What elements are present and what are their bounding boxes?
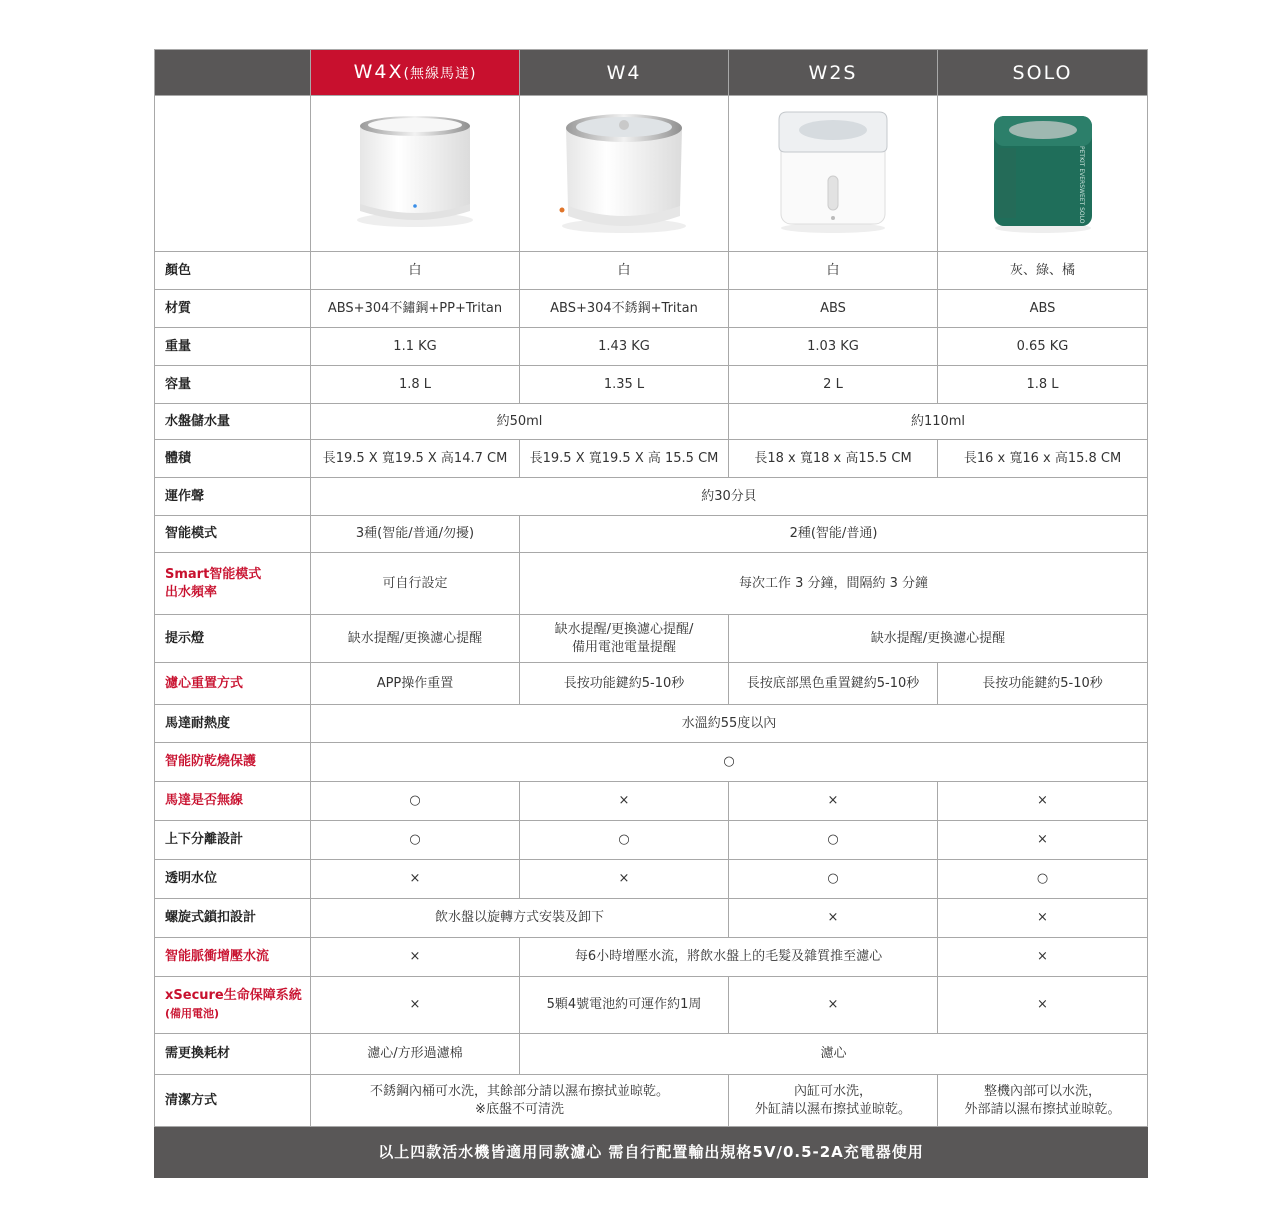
cell-w4: 1.43 KG bbox=[520, 328, 729, 366]
cell-w4: 長按功能鍵約5-10秒 bbox=[520, 663, 729, 705]
cell-w4x: 濾心/方形過濾棉 bbox=[311, 1034, 520, 1075]
cell-w2s: 長18 x 寬18 x 高15.5 CM bbox=[729, 440, 938, 478]
line1: 內缸可水洗， bbox=[793, 1083, 872, 1099]
row-label: 透明水位 bbox=[155, 860, 311, 899]
row-pulse bbox=[155, 938, 1148, 977]
cell-w4-w2s: 每6小時增壓水流，將飲水盤上的毛髮及雜質推至濾心 bbox=[520, 938, 938, 977]
cell-solo: × bbox=[938, 821, 1148, 860]
cell-w4: ABS+304不銹鋼+Tritan bbox=[520, 290, 729, 328]
line2: ※底盤不可清洗 bbox=[475, 1101, 564, 1117]
row-weight bbox=[155, 328, 1148, 366]
cell-w2s: × bbox=[729, 899, 938, 938]
row-label: 清潔方式 bbox=[155, 1075, 311, 1127]
cell-w4x: APP操作重置 bbox=[311, 663, 520, 705]
row-label: 智能防乾燒保護 bbox=[155, 743, 311, 782]
row-label: 水盤儲水量 bbox=[155, 404, 311, 440]
cell-w4x-w4 bbox=[311, 1075, 729, 1127]
cell-w4x-w4: 飲水盤以旋轉方式安裝及卸下 bbox=[311, 899, 729, 938]
row-secure bbox=[155, 977, 1148, 1034]
cell-w2s: ○ bbox=[729, 860, 938, 899]
cell-w4x: 缺水提醒/更換濾心提醒 bbox=[311, 615, 520, 663]
cell-rest: 每次工作 3 分鐘，間隔約 3 分鐘 bbox=[520, 553, 1148, 615]
row-capacity bbox=[155, 366, 1148, 404]
comparison-table bbox=[154, 49, 1148, 1178]
row-label: 上下分離設計 bbox=[155, 821, 311, 860]
row-label bbox=[155, 977, 311, 1034]
header-w2s: W2S bbox=[729, 50, 938, 96]
cell-w4: × bbox=[520, 860, 729, 899]
cell-w4x: ABS+304不鏽鋼+PP+Tritan bbox=[311, 290, 520, 328]
row-material bbox=[155, 290, 1148, 328]
row-color bbox=[155, 252, 1148, 290]
row-split bbox=[155, 821, 1148, 860]
cell-w2s: 白 bbox=[729, 252, 938, 290]
cell-w4x-w4: 約50ml bbox=[311, 404, 729, 440]
cell-solo: ○ bbox=[938, 860, 1148, 899]
row-label: 體積 bbox=[155, 440, 311, 478]
cell-w4x: × bbox=[311, 860, 520, 899]
cell-w4: × bbox=[520, 782, 729, 821]
row-label: 重量 bbox=[155, 328, 311, 366]
cell-all: 約30分貝 bbox=[311, 478, 1148, 516]
cell-w4: 長19.5 X 寬19.5 X 高 15.5 CM bbox=[520, 440, 729, 478]
cell-solo bbox=[938, 1075, 1148, 1127]
cell-w4: ○ bbox=[520, 821, 729, 860]
cell-w2s: ABS bbox=[729, 290, 938, 328]
image-corner bbox=[155, 96, 311, 252]
cell-solo: × bbox=[938, 782, 1148, 821]
cell-solo: × bbox=[938, 977, 1148, 1034]
cell-rest: 濾心 bbox=[520, 1034, 1148, 1075]
cell-w4x: × bbox=[311, 938, 520, 977]
cell-w2s: 1.03 KG bbox=[729, 328, 938, 366]
cell-w2s: 長按底部黑色重置鍵約5-10秒 bbox=[729, 663, 938, 705]
row-screw bbox=[155, 899, 1148, 938]
row-label: 濾心重置方式 bbox=[155, 663, 311, 705]
footer-row bbox=[155, 1127, 1148, 1178]
solo-image-cell bbox=[938, 96, 1148, 252]
footer-note: 以上四款活水機皆適用同款濾心 需自行配置輸出規格5V/0.5-2A充電器使用 bbox=[155, 1127, 1148, 1178]
cell-solo: × bbox=[938, 938, 1148, 977]
line1: 缺水提醒/更換濾心提醒/ bbox=[554, 621, 694, 637]
header-w4: W4 bbox=[520, 50, 729, 96]
cell-w4x: 1.8 L bbox=[311, 366, 520, 404]
cell-all: 水溫約55度以內 bbox=[311, 705, 1148, 743]
cell-w4x: × bbox=[311, 977, 520, 1034]
cell-solo: 長按功能鍵約5-10秒 bbox=[938, 663, 1148, 705]
cell-solo: ABS bbox=[938, 290, 1148, 328]
cell-solo: 灰、綠、橘 bbox=[938, 252, 1148, 290]
row-reset bbox=[155, 663, 1148, 705]
row-label: 智能模式 bbox=[155, 516, 311, 553]
row-label: 螺旋式鎖扣設計 bbox=[155, 899, 311, 938]
header-corner bbox=[155, 50, 311, 96]
row-label: 容量 bbox=[155, 366, 311, 404]
solo-product-image bbox=[988, 106, 1098, 236]
row-label: 需更換耗材 bbox=[155, 1034, 311, 1075]
cell-w4x: 白 bbox=[311, 252, 520, 290]
cell-w4x: ○ bbox=[311, 821, 520, 860]
cell-w4: 白 bbox=[520, 252, 729, 290]
cell-rest: 2種(智能/普通) bbox=[520, 516, 1148, 553]
line2: 備用電池電量提醒 bbox=[571, 639, 676, 655]
cell-w2s bbox=[729, 1075, 938, 1127]
row-label: 馬達是否無線 bbox=[155, 782, 311, 821]
row-label: 材質 bbox=[155, 290, 311, 328]
cell-w2s: ○ bbox=[729, 821, 938, 860]
row-label: 顏色 bbox=[155, 252, 311, 290]
cell-w4 bbox=[520, 615, 729, 663]
w4-product-image bbox=[554, 106, 694, 236]
row-light bbox=[155, 615, 1148, 663]
row-consumable bbox=[155, 1034, 1148, 1075]
row-label: 智能脈衝增壓水流 bbox=[155, 938, 311, 977]
w2s-product-image bbox=[773, 106, 893, 236]
row-tray bbox=[155, 404, 1148, 440]
header-w4x: W4X(無線馬達) bbox=[311, 50, 520, 96]
header-row bbox=[155, 50, 1148, 96]
row-heat bbox=[155, 705, 1148, 743]
w2s-image-cell bbox=[729, 96, 938, 252]
cell-w2s: × bbox=[729, 782, 938, 821]
row-wireless bbox=[155, 782, 1148, 821]
cell-w4x: 1.1 KG bbox=[311, 328, 520, 366]
line2: 外部請以濕布擦拭並晾乾。 bbox=[964, 1101, 1121, 1117]
cell-w2s: × bbox=[729, 977, 938, 1034]
cell-w2s-solo: 約110ml bbox=[729, 404, 1148, 440]
cell-w4x: 長19.5 X 寬19.5 X 高14.7 CM bbox=[311, 440, 520, 478]
cell-w4x: 3種(智能/普通/勿擾) bbox=[311, 516, 520, 553]
cell-rest: 缺水提醒/更換濾心提醒 bbox=[729, 615, 1148, 663]
cell-w2s: 2 L bbox=[729, 366, 938, 404]
row-label: 馬達耐熱度 bbox=[155, 705, 311, 743]
cell-all: ○ bbox=[311, 743, 1148, 782]
w4x-product-image bbox=[350, 108, 480, 233]
cell-w4x: ○ bbox=[311, 782, 520, 821]
label-line2: (備用電池) bbox=[165, 1007, 220, 1020]
row-clean bbox=[155, 1075, 1148, 1127]
cell-solo: 1.8 L bbox=[938, 366, 1148, 404]
row-size bbox=[155, 440, 1148, 478]
line1: 不銹鋼內桶可水洗，其餘部分請以濕布擦拭並晾乾。 bbox=[369, 1083, 669, 1099]
row-label: 運作聲 bbox=[155, 478, 311, 516]
w4x-image-cell bbox=[311, 96, 520, 252]
label-line1: xSecure生命保障系統 bbox=[165, 988, 302, 1003]
row-mode bbox=[155, 516, 1148, 553]
row-label: 提示燈 bbox=[155, 615, 311, 663]
cell-solo: × bbox=[938, 899, 1148, 938]
solo-brand-text: PETKIT EVERSWEET SOLO bbox=[1077, 145, 1085, 223]
w4-image-cell bbox=[520, 96, 729, 252]
cell-w4: 5顆4號電池約可運作約1周 bbox=[520, 977, 729, 1034]
row-dry bbox=[155, 743, 1148, 782]
product-image-row bbox=[155, 96, 1148, 252]
line1: 整機內部可以水洗， bbox=[983, 1083, 1101, 1099]
label-line2: 出水頻率 bbox=[165, 584, 218, 600]
row-smart bbox=[155, 553, 1148, 615]
cell-solo: 長16 x 寬16 x 高15.8 CM bbox=[938, 440, 1148, 478]
cell-solo: 0.65 KG bbox=[938, 328, 1148, 366]
header-solo: SOLO bbox=[938, 50, 1148, 96]
line2: 外缸請以濕布擦拭並晾乾。 bbox=[754, 1101, 911, 1117]
label-line1: Smart智能模式 bbox=[165, 566, 262, 582]
cell-w4x: 可自行設定 bbox=[311, 553, 520, 615]
cell-w4: 1.35 L bbox=[520, 366, 729, 404]
row-level bbox=[155, 860, 1148, 899]
row-label bbox=[155, 553, 311, 615]
row-noise bbox=[155, 478, 1148, 516]
